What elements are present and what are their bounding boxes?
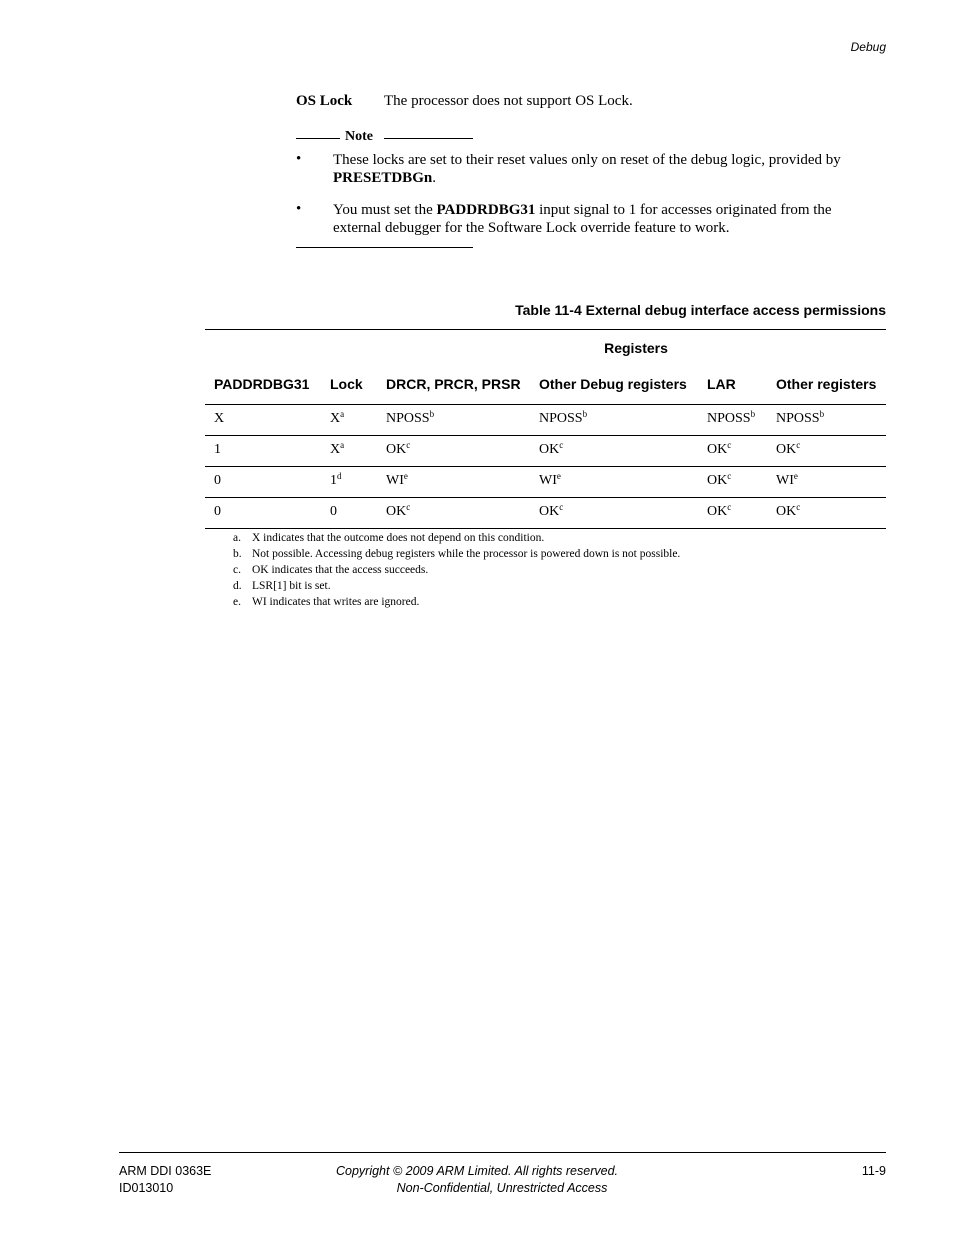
footnote [233, 530, 680, 546]
column-header: DRCR, PRCR, PRSR [377, 366, 530, 405]
table-cell [530, 436, 698, 467]
footnote-ref: b [750, 409, 756, 419]
footnote-ref: c [406, 502, 411, 512]
table-cell [321, 498, 377, 529]
footnote-ref: d [337, 471, 342, 481]
bullet-marker: • [296, 201, 302, 217]
note-rule-right [384, 138, 473, 139]
table-cell [530, 467, 698, 498]
footnote-ref: e [556, 471, 561, 481]
footnote [233, 578, 680, 594]
cell-value: 0 [330, 504, 337, 519]
confidentiality-notice: Non-Confidential, Unrestricted Access [396, 1181, 608, 1195]
cell-value: OK [776, 442, 797, 457]
cell-value: NPOSS [776, 411, 820, 426]
cell-value: WI [386, 473, 404, 488]
bullet-text-part: These locks are set to their reset values only on reset of the debug logic, provided by [333, 152, 841, 168]
signal-name: PADDRDBG31 [436, 202, 536, 218]
table-cell [377, 436, 530, 467]
cell-value: OK [539, 504, 560, 519]
table-cell [321, 436, 377, 467]
footnote-letter: a. [233, 532, 241, 544]
cell-value: OK [386, 442, 407, 457]
cell-value: OK [707, 473, 728, 488]
table-row [205, 467, 886, 498]
column-header: Other registers [767, 366, 886, 405]
footnote-ref: c [796, 440, 801, 450]
cell-value: 0 [214, 504, 221, 519]
column-header: Other Debug registers [530, 366, 698, 405]
group-header-registers: Registers [377, 330, 886, 367]
table-cell [377, 467, 530, 498]
table-cell [530, 405, 698, 436]
footnote-text: X indicates that the outcome does not depend on this condition. [252, 532, 545, 544]
table-cell [205, 405, 321, 436]
footnote-letter: e. [233, 596, 241, 608]
footnote-ref: c [406, 440, 411, 450]
table-cell [205, 498, 321, 529]
cell-value: OK [707, 504, 728, 519]
cell-value: OK [776, 504, 797, 519]
footnote-letter: d. [233, 580, 242, 592]
cell-value: NPOSS [707, 411, 751, 426]
footer-rule [119, 1152, 886, 1153]
table-cell [698, 405, 767, 436]
footnote-ref: c [727, 440, 732, 450]
table-cell [205, 436, 321, 467]
table-cell [377, 498, 530, 529]
footnote-ref: b [429, 409, 435, 419]
table-row [205, 436, 886, 467]
table-body [205, 405, 886, 529]
column-header: Lock [321, 366, 377, 405]
table-cell [767, 498, 886, 529]
cell-value: 1 [330, 473, 337, 488]
copyright: Copyright © 2009 ARM Limited. All rights reserved. [335, 1164, 618, 1178]
footnote-ref: e [403, 471, 408, 481]
footnote-letter: c. [233, 564, 241, 576]
os-lock-term: OS Lock [296, 93, 353, 109]
table-cell [767, 436, 886, 467]
os-lock-description: The processor does not support OS Lock. [384, 93, 633, 109]
running-header: Debug [850, 40, 886, 54]
note-end-rule [296, 247, 473, 248]
table-footnotes [233, 530, 680, 610]
column-header: LAR [698, 366, 767, 405]
column-header: PADDRDBG31 [205, 366, 321, 405]
table-cell [698, 498, 767, 529]
footnote-letter: b. [233, 548, 242, 560]
note-bullet [333, 151, 873, 187]
footnote-ref: e [793, 471, 798, 481]
table-cell [698, 467, 767, 498]
cell-value: X [330, 411, 341, 426]
cell-value: 0 [214, 473, 221, 488]
signal-name: PRESETDBGn [333, 170, 433, 186]
doc-number: ARM DDI 0363E [119, 1164, 212, 1178]
footnote-ref: c [727, 502, 732, 512]
page-number: 11-9 [861, 1164, 886, 1178]
cell-value: OK [707, 442, 728, 457]
footnote [233, 562, 680, 578]
header-spacer [205, 330, 377, 367]
note-rule-left [296, 138, 340, 139]
table-caption: Table 11-4 External debug interface access permissions [515, 302, 886, 318]
footnote-ref: a [340, 409, 345, 419]
table-cell [321, 467, 377, 498]
table-cell [530, 498, 698, 529]
footnote [233, 594, 680, 610]
cell-value: WI [776, 473, 794, 488]
bullet-marker: • [296, 151, 302, 167]
bullet-text-part: input signal to 1 for accesses originated from the external debugger for the Software Lock override feature to work. [333, 202, 832, 236]
table-cell [698, 436, 767, 467]
footnote-ref: c [559, 502, 564, 512]
footnote-ref: a [340, 440, 345, 450]
footnote [233, 546, 680, 562]
cell-value: NPOSS [539, 411, 583, 426]
footnote-ref: c [559, 440, 564, 450]
footnote-text: LSR[1] bit is set. [252, 580, 331, 592]
access-permissions-table [205, 329, 886, 529]
table-row [205, 498, 886, 529]
cell-value: X [330, 442, 341, 457]
table-cell [377, 405, 530, 436]
cell-value: NPOSS [386, 411, 430, 426]
note-heading [296, 129, 474, 147]
column-header-row [205, 366, 886, 405]
footnote-text: WI indicates that writes are ignored. [252, 596, 420, 608]
footnote-text: OK indicates that the access succeeds. [252, 564, 429, 576]
table-cell [767, 405, 886, 436]
table-row [205, 405, 886, 436]
table-cell [321, 405, 377, 436]
footnote-ref: b [582, 409, 588, 419]
cell-value: OK [539, 442, 560, 457]
footnote-text: Not possible. Accessing debug registers while the processor is powered down is not possible. [252, 548, 681, 560]
footnote-ref: c [727, 471, 732, 481]
table-cell [767, 467, 886, 498]
bullet-text-part: . [432, 170, 436, 186]
table-cell [205, 467, 321, 498]
cell-value: OK [386, 504, 407, 519]
note-bullet [333, 201, 873, 237]
cell-value: X [214, 411, 225, 426]
footnote-ref: c [796, 502, 801, 512]
doc-id: ID013010 [119, 1181, 174, 1195]
cell-value: WI [539, 473, 557, 488]
note-label: Note [345, 129, 373, 144]
footnote-ref: b [819, 409, 825, 419]
cell-value: 1 [214, 442, 221, 457]
bullet-text-part: You must set the [333, 202, 437, 218]
